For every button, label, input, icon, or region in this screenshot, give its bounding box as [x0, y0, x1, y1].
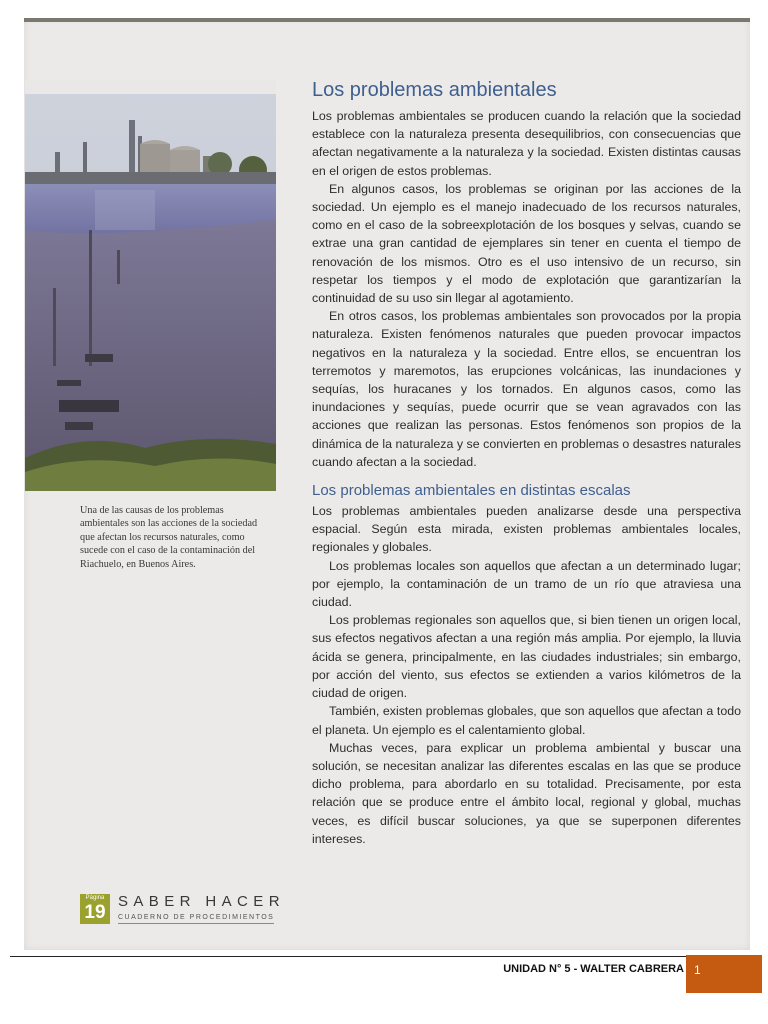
footer-divider	[10, 956, 762, 957]
main-text-column	[312, 78, 741, 848]
logo-name: SABER HACER	[118, 893, 285, 910]
book-page-number: 19	[84, 902, 106, 923]
photo-caption: Una de las causas de los problemas ambientales son las acciones de la sociedad que afectan los recursos naturales, como sucede con el caso de la contaminación del Riachuelo, en Buenos Aires.	[80, 505, 258, 570]
paragraph: Los problemas locales son aquellos que afectan a un determinado lugar; por ejemplo, la contaminación de un tramo de un río que atraviesa una ciudad.	[312, 558, 741, 610]
section-title-problemas-ambientales: Los problemas ambientales	[312, 79, 557, 101]
paragraph: Los problemas regionales son aquellos que, si bien tienen un origen local, sus efectos negativos afectan a una región más amplia. Por ejemplo, la lluvia ácida se genera, principalmente, en las ciudades industriales; sin embargo, por acción del viento, sus efectos se extienden a varios kilómetros de la ciudad de origen.	[312, 613, 741, 701]
logo-rule	[118, 923, 274, 924]
logo-subtitle: CUADERNO DE PROCEDIMIENTOS	[118, 914, 275, 921]
paragraph: Los problemas ambientales se producen cuando la relación que la sociedad establece con la naturaleza presenta desequilibrios, con consecuencias que afectan negativamente a la naturaleza y la sociedad. Existen distintas causas en el origen de estos problemas.	[312, 109, 741, 178]
section-title-distintas-escalas: Los problemas ambientales en distintas escalas	[312, 482, 631, 500]
paragraph: En algunos casos, los problemas se originan por las acciones de la sociedad. Un ejemplo es el manejo inadecuado de los recursos naturales, como en el caso de la sobreexplotación de los bosques y selvas, cuando se extrae una gran cantidad de ejemplares sin tener en cuenta el tiempo de renovación de los mismos. Otro es el uso intensivo de un recurso, sin respetar los tiempos y el modo de explotación que garantizarían la continuidad de su uso sin llegar al agotamiento.	[312, 181, 741, 306]
footer-page-number: 1	[686, 955, 762, 993]
footer-unit-author: UNIDAD N° 5 - WALTER CABRERA	[503, 963, 684, 975]
riachuelo-photo	[25, 80, 276, 491]
paragraph: También, existen problemas globales, que son aquellos que afectan a todo el planeta. Un ejemplo es el calentamiento global.	[312, 704, 741, 737]
saber-hacer-logo	[80, 892, 285, 928]
paragraph: Muchas veces, para explicar un problema ambiental y buscar una solución, se necesitan analizar las diferentes escalas en las que se produce dicho problema, para abordarlo en su totalidad. Precisamente, por esta relación que se produce entre el ámbito local, regional y global, muchas veces, es difícil buscar soluciones, ya que se superponen diferentes intereses.	[312, 740, 741, 846]
paragraph: Los problemas ambientales pueden analizarse desde una perspectiva espacial. Según esta mirada, existen problemas ambientales locales, regionales y globales.	[312, 504, 741, 555]
paragraph: En otros casos, los problemas ambientales son provocados por la propia naturaleza. Existen fenómenos naturales que pueden provocar impactos negativos en la naturaleza y la sociedad. Entre ellos, se encuentran los terremotos y maremotos, las erupciones volcánicas, las inundaciones y sequías, los huracanes y los tornados. En algunos casos, como las inundaciones y sequías, puede ocurrir que se vean agravados con las acciones que realizan las personas. Estos fenómenos son propios de la dinámica de la naturaleza y se convierten en problemas o desastres naturales cuando afectan a la sociedad.	[312, 309, 741, 469]
page-badge	[80, 894, 110, 924]
scan-top-edge	[24, 18, 750, 22]
page-word: Página	[85, 895, 105, 901]
